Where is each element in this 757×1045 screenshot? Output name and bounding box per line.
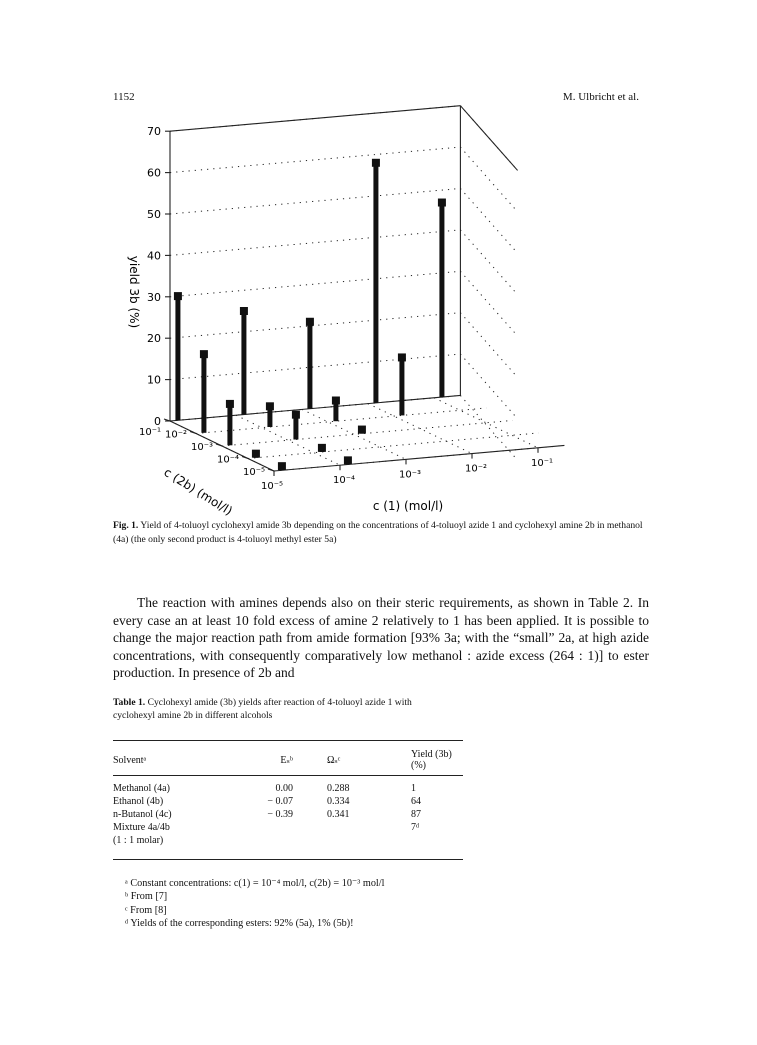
- table-footnotes: [125, 877, 384, 930]
- bar-cap: [318, 444, 326, 452]
- table-row: [113, 834, 463, 860]
- cell: 87: [411, 809, 421, 820]
- z-tick-label: 50: [147, 208, 161, 221]
- bar: [226, 400, 234, 445]
- cell: 0.00: [275, 783, 293, 794]
- bar-stem: [241, 311, 246, 415]
- bar: [174, 292, 182, 420]
- y-tick-label: 10⁻⁵: [242, 467, 265, 478]
- bar: [318, 444, 326, 452]
- back-wall-gridline: [170, 230, 460, 256]
- bar: [292, 411, 300, 440]
- cell: Methanol (4a): [113, 783, 170, 794]
- cell: [233, 821, 311, 834]
- bar-stem: [201, 354, 206, 433]
- body-paragraph: The reaction with amines depends also on their steric requirements, as shown in Table 2. In every case an at least 10 fold excess of amine 2 relatively to 1 has been applied. It is possible to change the major reaction path from amide formation [93% 3a; with the “small” 2a, at high azide concentrations, with consequently comparatively low methanol : azide excess (264 : 1)] to ester production. In presence of 2b and: [113, 595, 649, 680]
- cell: 0.341: [327, 809, 350, 820]
- y-tick-label: 10⁻¹: [138, 427, 161, 438]
- cell: Ethanol (4b): [113, 796, 164, 807]
- z-tick-label: 40: [147, 249, 161, 263]
- figure-3d-bar-chart: [0, 0, 757, 520]
- back-wall-gridline: [170, 147, 460, 173]
- y-tick-label: 10⁻⁴: [216, 454, 239, 466]
- y-axis-label: c (2b) (mol/l): [161, 465, 235, 519]
- bar-cap: [266, 402, 274, 410]
- x-axis-label: c (1) (mol/l): [372, 499, 444, 513]
- results-table: [113, 740, 463, 860]
- z-tick-label: 30: [147, 290, 161, 304]
- header-omega: Ωₛᶜ: [311, 741, 387, 776]
- bar-cap: [306, 318, 314, 326]
- bar-stem: [373, 163, 378, 403]
- bar: [372, 159, 380, 403]
- footnote: ᶜ From [8]: [125, 904, 167, 916]
- bar: [306, 318, 314, 409]
- table-title-label: Table 1.: [113, 697, 146, 708]
- page-number: 1152: [113, 91, 135, 103]
- floor-gridline: [196, 408, 486, 434]
- side-wall-gridline: [460, 354, 517, 419]
- x-tick-label: 10⁻³: [398, 469, 422, 481]
- cell: Mixture 4a/4b: [113, 822, 170, 833]
- bar: [278, 462, 286, 470]
- cell: 7ᵈ: [411, 822, 420, 833]
- floor-gridline: [222, 420, 512, 446]
- bar-cap: [398, 353, 406, 361]
- figure-caption: [113, 519, 648, 546]
- bar-cap: [174, 292, 182, 300]
- floor-gridline: [302, 409, 406, 459]
- cell: (1 : 1 molar): [113, 834, 233, 860]
- floor-gridline: [248, 433, 538, 459]
- bar-stem: [439, 203, 444, 398]
- bar-stem: [175, 296, 180, 420]
- z-tick-label: 60: [147, 166, 161, 180]
- bar: [332, 397, 340, 422]
- cell: [311, 834, 387, 860]
- header-es: Eₛᵇ: [233, 741, 311, 776]
- cell: [233, 834, 311, 860]
- cell: − 0.07: [267, 796, 293, 807]
- chart-bars: [174, 159, 446, 471]
- bar: [438, 199, 446, 398]
- table-header-row: [113, 741, 463, 776]
- back-wall-gridline: [170, 188, 460, 214]
- table-row: [113, 808, 463, 821]
- footnote: ᵇ From [7]: [125, 891, 168, 903]
- running-head: M. Ulbricht et al.: [562, 91, 639, 103]
- y-tick-label: 10⁻²: [164, 429, 187, 441]
- bar-stem: [227, 404, 232, 445]
- bar: [398, 353, 406, 415]
- bar-cap: [292, 411, 300, 419]
- cell: 1: [411, 783, 416, 794]
- cell: [387, 834, 463, 860]
- z-tick-label: 0: [154, 415, 161, 428]
- z-tick-label: 20: [147, 332, 161, 346]
- cell: 0.288: [327, 783, 350, 794]
- x-tick-label: 10⁻¹: [530, 457, 554, 469]
- bar-cap: [344, 456, 352, 464]
- table-title-text: Cyclohexyl amide (3b) yields after reaction of 4-toluoyl azide 1 with cyclohexyl amine 2b in different alcohols: [113, 697, 412, 721]
- cell: n-Butanol (4c): [113, 809, 172, 820]
- floor-gridline: [434, 398, 538, 448]
- floor-gridline: [236, 415, 340, 465]
- back-wall-gridline: [170, 271, 460, 297]
- footnote: ᵈ Yields of the corresponding esters: 92% (5a), 1% (5b)!: [125, 917, 354, 929]
- side-wall-gridline: [460, 230, 517, 295]
- bar-cap: [278, 462, 286, 470]
- back-wall-gridline: [170, 313, 460, 339]
- bar: [240, 307, 248, 415]
- cell: 64: [411, 796, 421, 807]
- figure-caption-text: Yield of 4-toluoyl cyclohexyl amide 3b depending on the concentrations of 4-toluoyl azide 1 and cyclohexyl amine 2b in methanol (4a) (the only second product is 4-toluoyl methyl ester 5a): [113, 520, 643, 545]
- footnote: ᵃ Constant concentrations: c(1) = 10⁻⁴ mol/l, c(2b) = 10⁻³ mol/l: [125, 878, 385, 889]
- side-wall-gridline: [460, 188, 517, 253]
- bar-cap: [226, 400, 234, 408]
- side-wall-gridline: [460, 313, 517, 378]
- figure-caption-label: Fig. 1.: [113, 520, 139, 531]
- bar: [358, 426, 366, 434]
- back-wall-gridline: [170, 354, 460, 380]
- bar-cap: [240, 307, 248, 315]
- bar-stem: [399, 357, 404, 415]
- bar-cap: [252, 450, 260, 458]
- side-wall-gridline: [460, 271, 517, 336]
- bar-cap: [438, 199, 446, 207]
- chart-ticks: [139, 125, 553, 492]
- bar-cap: [200, 350, 208, 358]
- z-tick-label: 10: [147, 373, 161, 387]
- cell: [311, 821, 387, 834]
- x-tick-label: 10⁻⁴: [332, 475, 356, 487]
- bar: [252, 450, 260, 458]
- cell: − 0.39: [267, 809, 293, 820]
- bar: [344, 456, 352, 464]
- bar: [266, 402, 274, 427]
- side-wall-gridline: [460, 147, 517, 212]
- header-solvent: Solventᵃ: [113, 741, 233, 776]
- table-row: [113, 795, 463, 808]
- y-tick-label: 10⁻³: [190, 442, 213, 453]
- z-tick-label: 70: [147, 125, 161, 139]
- x-tick-label: 10⁻⁵: [260, 481, 284, 492]
- bar-cap: [358, 426, 366, 434]
- z-axis-label: yield 3b (%): [127, 255, 141, 329]
- bar: [200, 350, 208, 433]
- header-yield: Yield (3b) (%): [387, 741, 463, 776]
- cell: 0.334: [327, 796, 350, 807]
- bar-cap: [332, 397, 340, 405]
- x-tick-label: 10⁻²: [464, 463, 488, 475]
- bar-stem: [307, 322, 312, 409]
- bar-cap: [372, 159, 380, 167]
- table-row: [113, 821, 463, 834]
- table-row: [113, 776, 463, 796]
- table-title: [113, 696, 433, 722]
